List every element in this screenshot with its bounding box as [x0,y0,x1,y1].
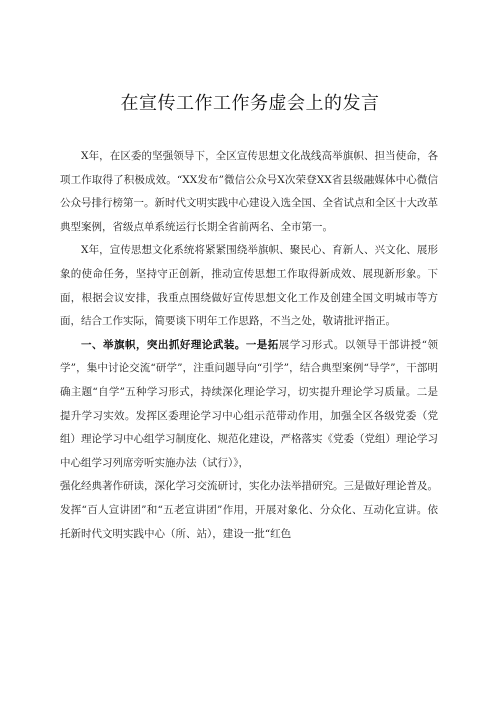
paragraph-3-text: 展学习形式。以领导干部讲授“领学”，集中讨论交流“研学”，注重问题导向“引学”，结合典型案例“导学”，干部明确主题“自学”五种学习形式，持续深化理论学习，切实提升理论学习质量。二是提升学习实效。发挥区委理论学习中心组示范带动作用，加强全区各级党委（党组）理论学习中心组学习制度化、规范化建设，严格落实《党委（党组）理论学习中心组学习列席旁听实施办法（试行）》， [60,338,439,469]
document-body [60,145,438,546]
page-title: 在宣传工作工作务虚会上的发言 [120,93,380,114]
paragraph-1 [60,145,438,239]
paragraph-3-lead: 一、举旗帜，突出抓好理论武装。一是拓 [81,338,279,351]
paragraph-4 [60,475,438,546]
paragraph-4-text: 强化经典著作研读，深化学习交流研讨，实化办法举措研究。三是做好理论普及。发挥“百人宣讲团”和“五老宣讲团”作用，开展对象化、分众化、互动化宣讲。依托新时代文明实践中心（所、站），建设一批“红色 [60,480,438,540]
paragraph-1-text: X年，在区委的坚强领导下，全区宣传思想文化战线高举旗帜、担当使命，各项工作取得了积极成效。“XX发布”微信公众号X次荣登XX省县级融媒体中心微信公众号排行榜第一。新时代文明实践中心建设入选全国、全省试点和全区十大改革典型案例，省级点单系统运行长期全省前两名、全市第一。 [60,150,438,233]
paragraph-2-text: X年，宣传思想文化系统将紧紧围绕举旗帜、聚民心、育新人、兴文化、展形象的使命任务，坚持守正创新，推动宣传思想工作取得新成效、展现新形象。下面，根据会议安排，我重点围绕做好宣传思想文化工作及创建全国文明城市等方面，结合工作实际，简要谈下明年工作思路，不当之处，敬请批评指正。 [60,244,438,328]
paragraph-2 [60,239,438,333]
paragraph-3 [60,334,438,476]
